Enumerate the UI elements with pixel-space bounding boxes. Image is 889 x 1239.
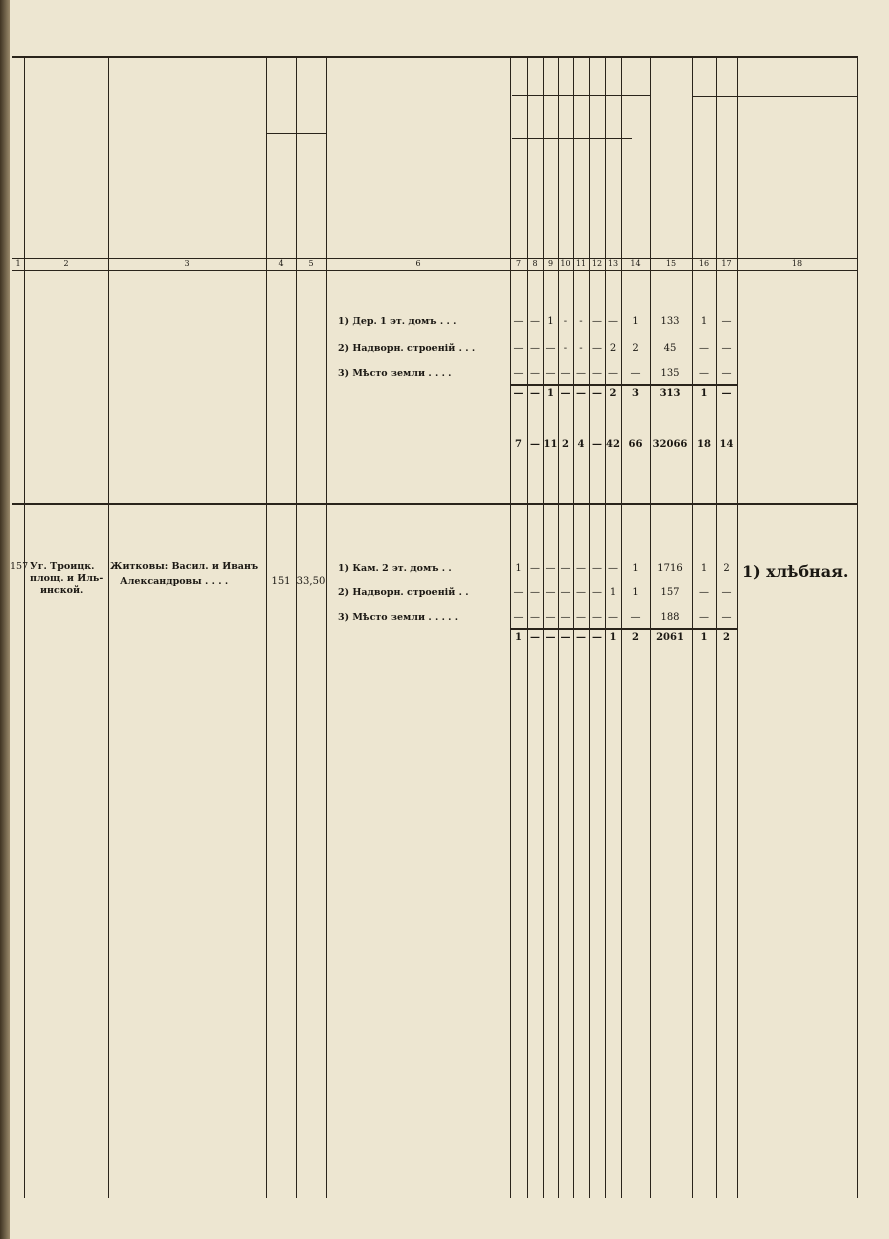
subtotal-cell: 1 bbox=[515, 632, 522, 643]
column-number: 16 bbox=[698, 259, 710, 268]
column-number: 3 bbox=[184, 259, 190, 268]
column-number: 5 bbox=[308, 259, 314, 268]
column-number: 1 bbox=[15, 259, 21, 268]
grid-vline bbox=[24, 56, 25, 1198]
total-buildings-cell: 1 bbox=[632, 316, 639, 327]
building-count-cell: — bbox=[592, 612, 602, 623]
quarter-total-cell: 7 bbox=[515, 439, 522, 450]
subtotal-apartments: 1 bbox=[700, 388, 708, 399]
trade-name: 1) хлѣбная. bbox=[742, 562, 849, 581]
quarter-total-cell: — bbox=[530, 439, 540, 450]
trade-count-cell: — bbox=[721, 316, 732, 327]
quarter-total-trade: 14 bbox=[719, 439, 734, 450]
building-count-cell: — bbox=[592, 563, 602, 574]
subtotal-cell: — bbox=[592, 632, 602, 643]
building-count-cell: — bbox=[576, 563, 586, 574]
subtotal-total: 3 bbox=[632, 388, 639, 399]
entry-area: 151 bbox=[271, 576, 291, 587]
trade-count-cell: — bbox=[721, 612, 732, 623]
building-count-cell: 1 bbox=[547, 316, 554, 327]
subtotal-cell: — bbox=[576, 388, 586, 399]
subtotal-cell: 1 bbox=[547, 388, 554, 399]
grid-vline bbox=[326, 56, 327, 1198]
item-label: 1) Кам. 2 эт. домъ . . bbox=[338, 563, 452, 574]
grid-vline bbox=[266, 56, 267, 1198]
entry-owner: Житковы: Васил. и Иванъ bbox=[110, 561, 259, 572]
grid-vline bbox=[558, 56, 559, 1198]
subtotal-cell: 2 bbox=[609, 388, 617, 399]
building-count-cell: — bbox=[608, 316, 618, 327]
building-count-cell: — bbox=[545, 343, 556, 354]
grid-vline bbox=[296, 56, 297, 1198]
quarter-total-cell: 42 bbox=[606, 439, 620, 450]
column-number: 10 bbox=[560, 259, 571, 268]
value-cell: 188 bbox=[660, 612, 680, 623]
entry-street-2: площ. и Иль- bbox=[30, 573, 104, 584]
building-count-cell: - bbox=[579, 316, 583, 327]
subtotal-total: 2 bbox=[632, 632, 639, 643]
grid-hline bbox=[12, 56, 857, 58]
building-count-cell: — bbox=[560, 563, 571, 574]
column-number: 11 bbox=[575, 259, 587, 268]
value-cell: 1716 bbox=[657, 563, 683, 574]
building-count-cell: — bbox=[545, 563, 556, 574]
grid-vline bbox=[589, 56, 590, 1198]
grid-vline bbox=[108, 56, 109, 1198]
value-cell: 135 bbox=[660, 368, 680, 379]
building-count-cell: — bbox=[560, 612, 571, 623]
quarter-total-cell: 2 bbox=[562, 439, 569, 450]
subtotal-trade: — bbox=[721, 388, 732, 399]
subtotal-cell: — bbox=[576, 632, 586, 643]
column-number: 4 bbox=[278, 259, 284, 268]
column-number: 13 bbox=[607, 259, 619, 268]
building-count-cell: — bbox=[592, 368, 602, 379]
building-count-cell: — bbox=[608, 612, 618, 623]
building-count-cell: — bbox=[608, 368, 618, 379]
subtotal-cell: — bbox=[513, 388, 524, 399]
total-buildings-cell: 1 bbox=[632, 563, 639, 574]
grid-vline bbox=[692, 222, 693, 223]
subtotal-cell: 1 bbox=[609, 632, 617, 643]
subtotal-cell: — bbox=[592, 388, 602, 399]
building-count-cell: 2 bbox=[609, 343, 617, 354]
value-cell: 133 bbox=[660, 316, 680, 327]
item-label: 2) Надворн. строеній . . bbox=[338, 587, 469, 598]
building-count-cell: - bbox=[563, 343, 568, 354]
quarter-total-cell: 4 bbox=[577, 439, 585, 450]
grid-vline bbox=[573, 56, 574, 1198]
item-label: 2) Надворн. строеній . . . bbox=[338, 343, 476, 354]
apartments-cell: — bbox=[699, 368, 709, 379]
total-buildings-cell: 2 bbox=[632, 343, 639, 354]
building-count-cell: — bbox=[530, 587, 540, 598]
grid-vline bbox=[692, 56, 693, 1198]
entry-street-3: инской. bbox=[40, 585, 84, 596]
subtotal-cell: — bbox=[560, 632, 571, 643]
building-count-cell: — bbox=[545, 612, 556, 623]
header-value bbox=[652, 65, 690, 250]
column-number: 8 bbox=[532, 259, 538, 268]
grid-hline bbox=[512, 95, 650, 96]
grid-vline bbox=[716, 56, 717, 1198]
building-count-cell: — bbox=[576, 368, 586, 379]
grid-vline bbox=[650, 56, 651, 1198]
building-count-cell: — bbox=[592, 343, 602, 354]
column-number: 9 bbox=[547, 259, 554, 268]
item-label: 1) Дер. 1 эт. домъ . . . bbox=[338, 316, 457, 327]
subtotal-value: 2061 bbox=[656, 632, 684, 643]
grid-vline bbox=[527, 56, 528, 1198]
subtotal-value: 313 bbox=[659, 388, 681, 399]
building-count-cell: - bbox=[563, 316, 568, 327]
building-count-cell: 1 bbox=[515, 563, 522, 574]
column-number: 7 bbox=[515, 259, 522, 268]
grid-vline bbox=[510, 56, 511, 1198]
building-count-cell: — bbox=[592, 587, 602, 598]
trade-count-cell: — bbox=[721, 343, 732, 354]
trade-count-cell: 2 bbox=[723, 563, 730, 574]
column-number: 17 bbox=[721, 259, 732, 268]
building-count-cell: — bbox=[608, 563, 618, 574]
column-number: 6 bbox=[415, 259, 421, 268]
building-count-cell: — bbox=[545, 587, 556, 598]
column-number: 12 bbox=[591, 259, 603, 268]
trade-count-cell: — bbox=[721, 368, 732, 379]
column-number: 2 bbox=[63, 259, 69, 268]
entry-street: Уг. Троицк. bbox=[30, 561, 95, 572]
column-number: 18 bbox=[791, 259, 803, 268]
entry-frontage: 33,50 bbox=[296, 576, 326, 587]
apartments-cell: — bbox=[699, 343, 709, 354]
quarter-total-buildings: 66 bbox=[628, 439, 643, 450]
total-buildings-cell: 1 bbox=[632, 587, 639, 598]
apartments-cell: 1 bbox=[700, 563, 708, 574]
apartments-cell: 1 bbox=[700, 316, 708, 327]
building-count-cell: — bbox=[530, 316, 540, 327]
entry-owner-2: Александровы . . . . bbox=[120, 576, 229, 587]
quarter-total-cell: 11 bbox=[543, 439, 558, 450]
grid-hline bbox=[12, 270, 857, 271]
subtotal-cell: — bbox=[560, 388, 571, 399]
grid-vline bbox=[605, 56, 606, 1198]
quarter-total-apartments: 18 bbox=[697, 439, 711, 450]
building-count-cell: — bbox=[513, 343, 524, 354]
building-count-cell: — bbox=[513, 612, 524, 623]
grid-vline bbox=[621, 56, 622, 1198]
building-count-cell: — bbox=[530, 612, 540, 623]
building-count-cell: — bbox=[576, 587, 586, 598]
item-label: 3) Мѣсто земли . . . . . bbox=[338, 612, 459, 623]
page-binding-edge bbox=[0, 0, 10, 1239]
total-buildings-cell: — bbox=[630, 612, 641, 623]
subtotal-cell: — bbox=[530, 388, 540, 399]
trade-count-cell: — bbox=[721, 587, 732, 598]
subtotal-rule bbox=[510, 384, 737, 386]
building-count-cell: — bbox=[560, 368, 571, 379]
total-buildings-cell: — bbox=[630, 368, 641, 379]
building-count-cell: — bbox=[576, 612, 586, 623]
building-count-cell: - bbox=[579, 343, 583, 354]
building-count-cell: — bbox=[530, 368, 540, 379]
value-cell: 45 bbox=[663, 343, 677, 354]
subtotal-cell: — bbox=[545, 632, 556, 643]
building-count-cell: — bbox=[530, 343, 540, 354]
grid-vline bbox=[857, 56, 858, 1198]
building-count-cell: — bbox=[530, 563, 540, 574]
subtotal-cell: — bbox=[530, 632, 540, 643]
grid-vline bbox=[737, 56, 738, 1198]
column-number: 14 bbox=[630, 259, 641, 268]
building-count-cell: — bbox=[560, 587, 571, 598]
building-count-cell: 1 bbox=[609, 587, 617, 598]
value-cell: 157 bbox=[660, 587, 680, 598]
grid-hline bbox=[512, 138, 632, 139]
apartments-cell: — bbox=[699, 612, 709, 623]
subtotal-rule bbox=[510, 628, 737, 630]
building-count-cell: — bbox=[513, 316, 524, 327]
quarter-total-value: 32066 bbox=[652, 439, 688, 450]
grid-vline bbox=[543, 56, 544, 1198]
building-count-cell: — bbox=[513, 368, 524, 379]
subtotal-trade: 2 bbox=[723, 632, 730, 643]
apartments-cell: — bbox=[699, 587, 709, 598]
grid-hline bbox=[12, 503, 857, 505]
column-number: 15 bbox=[665, 259, 677, 268]
building-count-cell: — bbox=[545, 368, 556, 379]
entry-number: 157 bbox=[10, 561, 29, 572]
item-label: 3) Мѣсто земли . . . . bbox=[338, 368, 452, 379]
building-count-cell: — bbox=[513, 587, 524, 598]
quarter-total-cell: — bbox=[592, 439, 602, 450]
subtotal-apartments: 1 bbox=[700, 632, 708, 643]
building-count-cell: — bbox=[592, 316, 602, 327]
